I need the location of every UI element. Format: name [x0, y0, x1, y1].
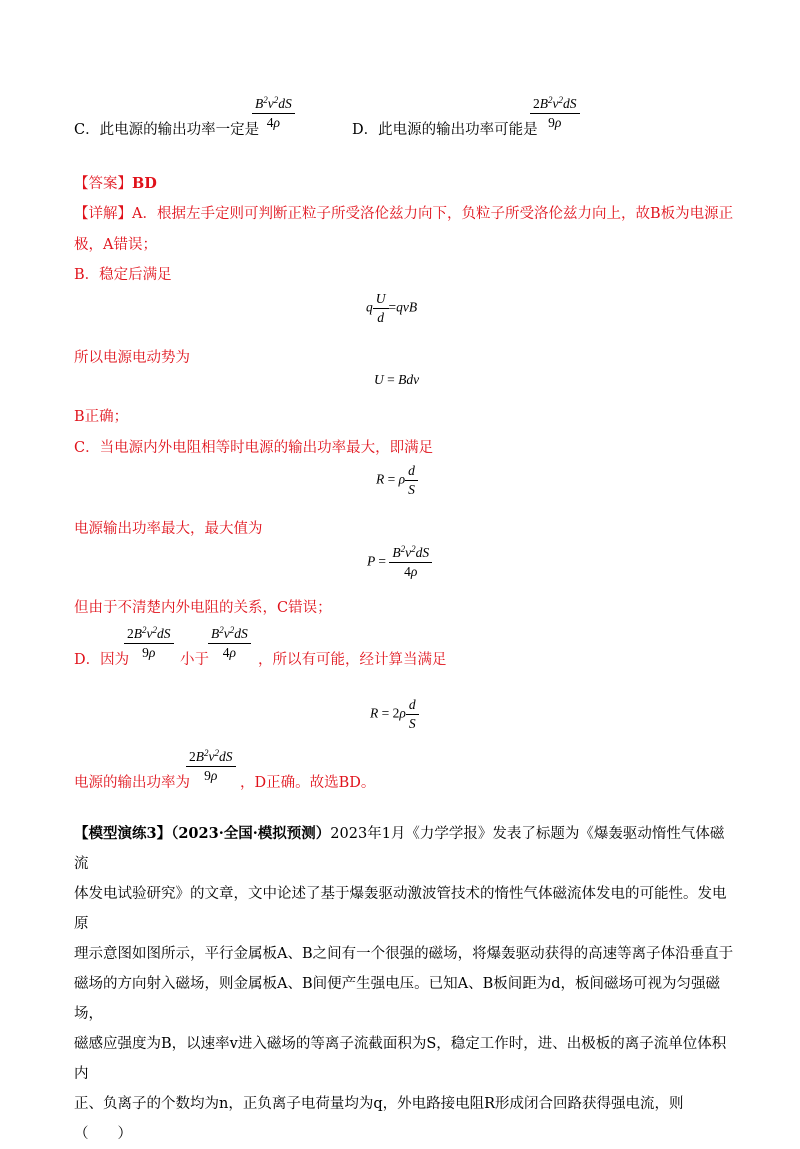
exercise-line-1: [74, 819, 734, 879]
option-d: [352, 118, 538, 139]
equation-emf: U = Bdv: [374, 372, 420, 387]
option-c: [74, 118, 259, 139]
answer-line: [74, 172, 157, 193]
detail-label: 【详解】: [74, 206, 132, 222]
option-d-text: D．此电源的输出功率可能是: [352, 122, 538, 138]
detail-b-intro: B．稳定后满足: [74, 267, 172, 283]
exercise-line-3: 理示意图如图所示，平行金属板A、B之间有一个很强的磁场，将爆轰驱动获得的高速等离子体沿垂直于: [74, 946, 734, 962]
answer-value: BD: [132, 175, 157, 192]
formula-output-power: $\frac{2B^2v^2dS}{9\rho}$: [186, 748, 236, 785]
option-d-formula: $\frac{2B^2v^2dS}{9\rho}$: [530, 95, 580, 132]
exercise-label: 【模型演练3】: [74, 825, 172, 842]
equation-force-balance: q $\frac{U}{d}$ =qvB: [366, 291, 418, 325]
detail-d-because: D．因为: [74, 652, 130, 668]
equation-power-max: P = $\frac{B^2v^2dS}{4\rho}$: [367, 544, 432, 581]
option-c-formula: $\frac{B^2v^2dS}{4\rho}$: [252, 95, 295, 132]
equation-resistance-double: R = 2ρ $\frac{d}{S}$: [370, 696, 419, 733]
formula-max-power: $\frac{B^2v^2dS}{4\rho}$: [208, 625, 251, 662]
equation-resistance-equal: R = ρ $\frac{d}{S}$: [376, 462, 418, 499]
exercise-line-5: 磁感应强度为B，以速率v进入磁场的等离子流截面积为S，稳定工作时，进、出极板的离子流单位体积内: [74, 1036, 727, 1082]
detail-d-possible: ，所以有可能，经计算当满足: [258, 652, 447, 668]
exercise-paragraph: [74, 819, 734, 1149]
detail-d-conclusion: ，D正确。故选BD。: [240, 775, 376, 791]
detail-c-max: 电源输出功率最大，最大值为: [74, 521, 263, 537]
detail-d-output: 电源的输出功率为: [74, 775, 190, 791]
formula-d-power: $\frac{2B^2v^2dS}{9\rho}$: [124, 625, 174, 662]
option-c-text: C．此电源的输出功率一定是: [74, 122, 260, 138]
exercise-line-4: 磁场的方向射入磁场，则金属板A、B间便产生强电压。已知A、B板间距为d，板间磁场可视为匀强磁场，: [74, 976, 721, 1022]
answer-label: 【答案】: [74, 176, 132, 192]
exercise-line-6: 正、负离子的个数均为n，正负离子电荷量均为q，外电路接电阻R形成闭合回路获得强电流，则（ ）: [74, 1096, 684, 1142]
exercise-text-1: 2023年1月《力学学报》发表了标题为《爆轰驱动惰性气体磁流: [74, 826, 725, 872]
detail-b-correct: B正确；: [74, 409, 129, 425]
detail-b-emf: 所以电源电动势为: [74, 350, 190, 366]
exercise-source: （2023·全国·模拟预测）: [171, 825, 331, 842]
detail-c-intro: C．当电源内外电阻相等时电源的输出功率最大，即满足: [74, 440, 434, 456]
detail-line-1: [74, 202, 733, 223]
exercise-line-2: 体发电试验研究》的文章，文中论述了基于爆轰驱动激波管技术的惰性气体磁流体发电的可能性。发电原: [74, 886, 727, 932]
detail-a-text: A．根据左手定则可判断正粒子所受洛伦兹力向下，负粒子所受洛伦兹力向上，故B板为电源正: [132, 206, 734, 222]
detail-d-less: 小于: [180, 652, 209, 668]
detail-line-1b: 极，A错误；: [74, 237, 157, 253]
detail-c-wrong: 但由于不清楚内外电阻的关系，C错误；: [74, 600, 332, 616]
